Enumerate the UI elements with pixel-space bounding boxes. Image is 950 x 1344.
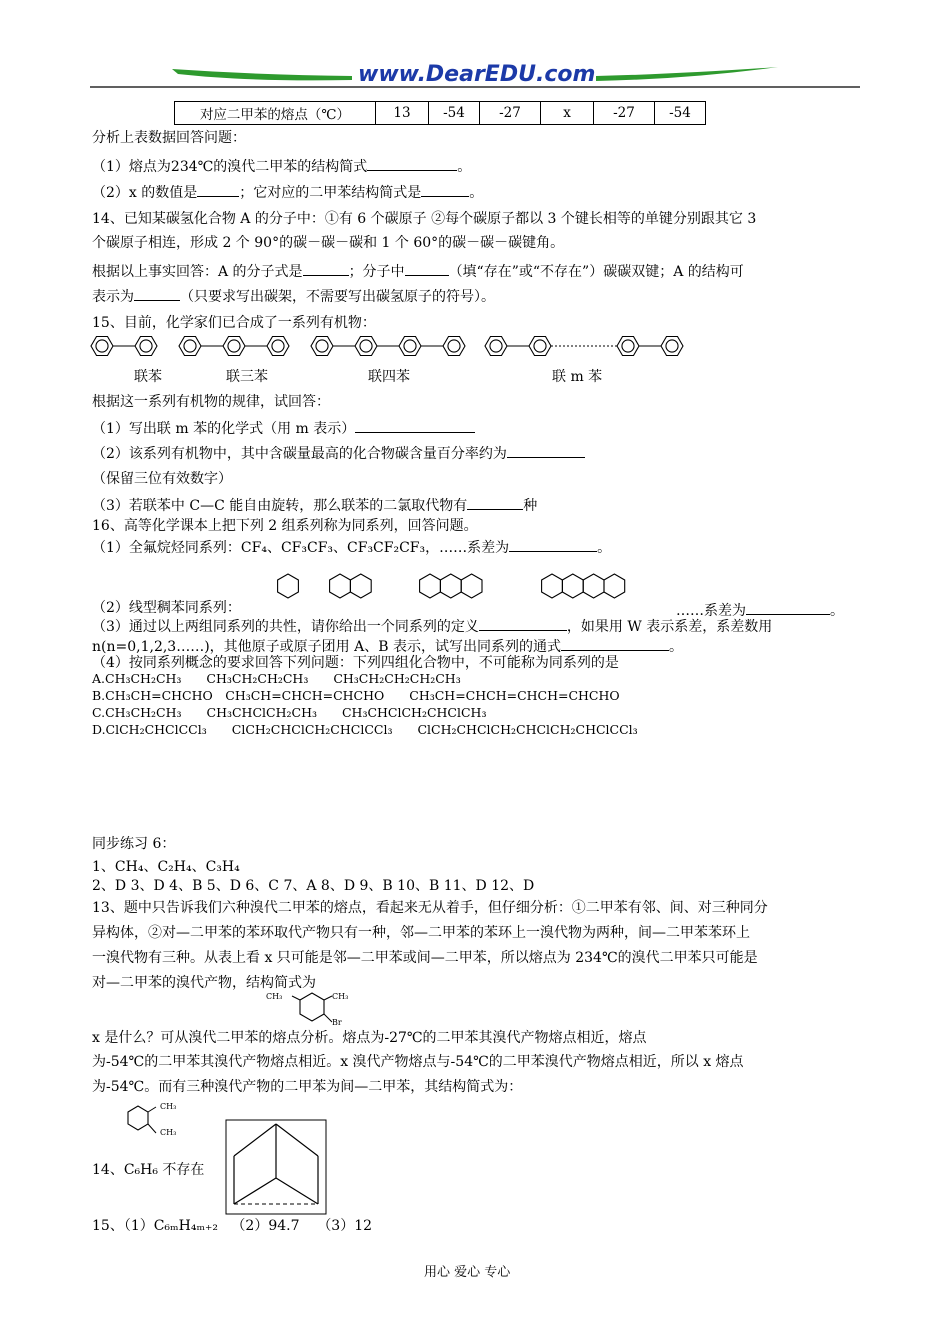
q16-option-b: B.CH₃CH=CHCHO CH₃CH=CHCH=CHCHO CH₃CH=CHCH=CHCH=CHCHO xyxy=(92,688,620,703)
benzene-ring xyxy=(617,337,639,356)
answer-13-line7: 为-54℃。而有三种溴代产物的二甲苯为间—二甲苯，其结构简式为： xyxy=(92,1079,523,1095)
q16-part2b: ……系差为 。 xyxy=(676,600,844,621)
benzene-ring xyxy=(179,337,201,356)
blank[interactable] xyxy=(367,156,457,171)
benzene-ring xyxy=(311,337,333,356)
q16-line1: 16、高等化学课本上把下列 2 组系列称为同系列，回答问题。 xyxy=(92,518,478,534)
q15-line1: 15、目前，化学家们已合成了一系列有机物： xyxy=(92,315,376,331)
benzene-ring xyxy=(399,337,421,356)
benzene-ring xyxy=(529,337,551,356)
blank[interactable] xyxy=(303,261,349,276)
label-m-phenyl: 联 m 苯 xyxy=(552,369,603,385)
polyphenyl-structures xyxy=(88,328,788,368)
ch3-label: CH₃ xyxy=(160,1128,177,1137)
blank[interactable] xyxy=(746,600,830,615)
answer-2-12: 2、D 3、D 4、B 5、D 6、C 7、A 8、D 9、B 10、B 11、D 12、D xyxy=(92,878,535,894)
q16-option-a: A.CH₃CH₂CH₃ CH₃CH₂CH₂CH₃ CH₃CH₂CH₂CH₂CH₃ xyxy=(92,671,461,686)
table-cell: 13 xyxy=(376,102,429,125)
footer-text: 用心 爱心 专心 xyxy=(424,1265,511,1280)
benzene-ring xyxy=(355,337,377,356)
table-cell: -54 xyxy=(655,102,706,125)
label-terphenyl: 联三苯 xyxy=(226,369,268,385)
q16-option-d: D.ClCH₂CHClCCl₃ ClCH₂CHClCH₂CHClCCl₃ ClCH₂CHClCH₂CHClCH₂CHClCCl₃ xyxy=(92,722,638,737)
answer-15: 15、（1）C₆ₘH₄ₘ₊₂ （2）94.7 （3）12 xyxy=(92,1218,373,1234)
q15-part2b: （保留三位有效数字） xyxy=(92,471,232,487)
q14-line4: 表示为 （只要求写出碳架，不需要写出碳氢原子的符号）。 xyxy=(92,286,495,307)
q14-line2: 个碳原子相连，形成 2 个 90°的碳－碳－碳和 1 个 60°的碳－碳－碳键角。 xyxy=(92,235,565,251)
table-row xyxy=(175,102,706,125)
prismane-structure xyxy=(224,1118,334,1218)
answer-13-line6: 为-54℃的二甲苯其溴代产物熔点相近。x 溴代产物熔点与-54℃的二甲苯溴代产物熔点相近，所以 x 熔点 xyxy=(92,1054,744,1070)
benzene-ring xyxy=(135,337,157,356)
blank[interactable] xyxy=(561,636,669,651)
benzene-ring xyxy=(91,337,113,356)
blank[interactable] xyxy=(197,182,239,197)
q15-part1: （1）写出联 m 苯的化学式（用 m 表示） xyxy=(92,418,475,439)
benzene-ring xyxy=(223,337,245,356)
benzene-ring xyxy=(661,337,683,356)
blank[interactable] xyxy=(479,616,567,631)
q16-part3a: （3）通过以上两组同系列的共性，请你给出一个同系列的定义 ，如果用 W 表示系差，系差数用 xyxy=(92,616,772,637)
ch3-label: CH₃ xyxy=(332,992,349,1001)
answer-13-line5: x 是什么？可从溴代二甲苯的熔点分析。熔点为-27℃的二甲苯其溴代产物熔点相近，熔点 xyxy=(92,1030,647,1046)
label-quaterphenyl: 联四苯 xyxy=(368,369,410,385)
blank[interactable] xyxy=(355,418,475,433)
q16-part3b: n(n=0,1,2,3……)，其他原子或原子团用 A、B 表示，试写出同系列的通式 。 xyxy=(92,636,683,657)
blank[interactable] xyxy=(405,261,449,276)
blank[interactable] xyxy=(507,443,585,458)
ch3-label: CH₃ xyxy=(266,992,283,1001)
answer-13-line4: 对—二甲苯的溴代产物，结构简式为 xyxy=(92,975,316,991)
q13-part2: （2）x 的数值是 ；它对应的二甲苯结构简式是 。 xyxy=(92,182,483,203)
logo-text[interactable]: www.DearEDU.com xyxy=(358,62,596,87)
q14-line1: 14、已知某碳氢化合物 A 的分子中：①有 6 个碳原子 ②每个碳原子都以 3 个键长相等的单键分别跟其它 3 xyxy=(92,211,757,227)
answers-title: 同步练习 6： xyxy=(92,836,176,852)
table-cell: -27 xyxy=(594,102,655,125)
q15-line2: 根据这一系列有机物的规律，试回答： xyxy=(92,394,330,410)
q15-part3: （3）若联苯中 C—C 能自由旋转，那么联苯的二氯取代物有 种 xyxy=(92,495,537,516)
benzene-ring xyxy=(267,337,289,356)
q16-part1: （1）全氟烷烃同系列：CF₄、CF₃CF₃、CF₃CF₂CF₃，……系差为 。 xyxy=(92,537,611,558)
q16-option-c: C.CH₃CH₂CH₃ CH₃CHClCH₂CH₃ CH₃CHClCH₂CHClCH₃ xyxy=(92,705,487,720)
ch3-label: CH₃ xyxy=(160,1102,177,1111)
melting-point-table xyxy=(174,101,706,125)
blank[interactable] xyxy=(421,182,469,197)
answer-13-line2: 异构体，②对—二甲苯的苯环取代产物只有一种，邻—二甲苯的苯环上一溴代物为两种，间—二甲苯苯环上 xyxy=(92,925,750,941)
blank[interactable] xyxy=(509,537,597,552)
table-cell: -27 xyxy=(480,102,541,125)
q16-part4: （4）按同系列概念的要求回答下列问题：下列四组化合物中，不可能称为同系列的是 xyxy=(92,655,619,671)
answer-13-line1: 13、题中只告诉我们六种溴代二甲苯的熔点，看起来无从着手，但仔细分析：①二甲苯有邻、间、对三种同分 xyxy=(92,900,768,916)
q13-intro: 分析上表数据回答问题： xyxy=(92,130,246,146)
answer-13-line3: 一溴代物有三种。从表上看 x 只可能是邻—二甲苯或间—二甲苯，所以熔点为 234℃的溴代二甲苯只可能是 xyxy=(92,950,758,966)
q14-line3: 根据以上事实回答：A 的分子式是 ；分子中 （填“存在”或“不存在”）碳碳双键；A 的结构可 xyxy=(92,261,744,282)
benzene-ring xyxy=(485,337,507,356)
answer-14: 14、C₆H₆ 不存在 xyxy=(92,1162,205,1178)
q13-part1: （1）熔点为234℃的溴代二甲苯的结构简式 。 xyxy=(92,156,471,177)
benzene-ring xyxy=(443,337,465,356)
q15-part2: （2）该系列有机物中，其中含碳量最高的化合物碳含量百分率约为 xyxy=(92,443,585,464)
br-label: Br xyxy=(332,1018,342,1027)
acene-structures xyxy=(270,564,690,610)
blank[interactable] xyxy=(467,495,523,510)
row-label: 对应二甲苯的熔点（℃） xyxy=(175,102,376,125)
q16-part2a: （2）线型稠苯同系列： xyxy=(92,600,241,616)
blank[interactable] xyxy=(134,286,180,301)
answer-1: 1、CH₄、C₂H₄、C₃H₄ xyxy=(92,859,240,875)
table-cell: x xyxy=(541,102,594,125)
table-cell: -54 xyxy=(429,102,480,125)
label-biphenyl: 联苯 xyxy=(134,369,162,385)
